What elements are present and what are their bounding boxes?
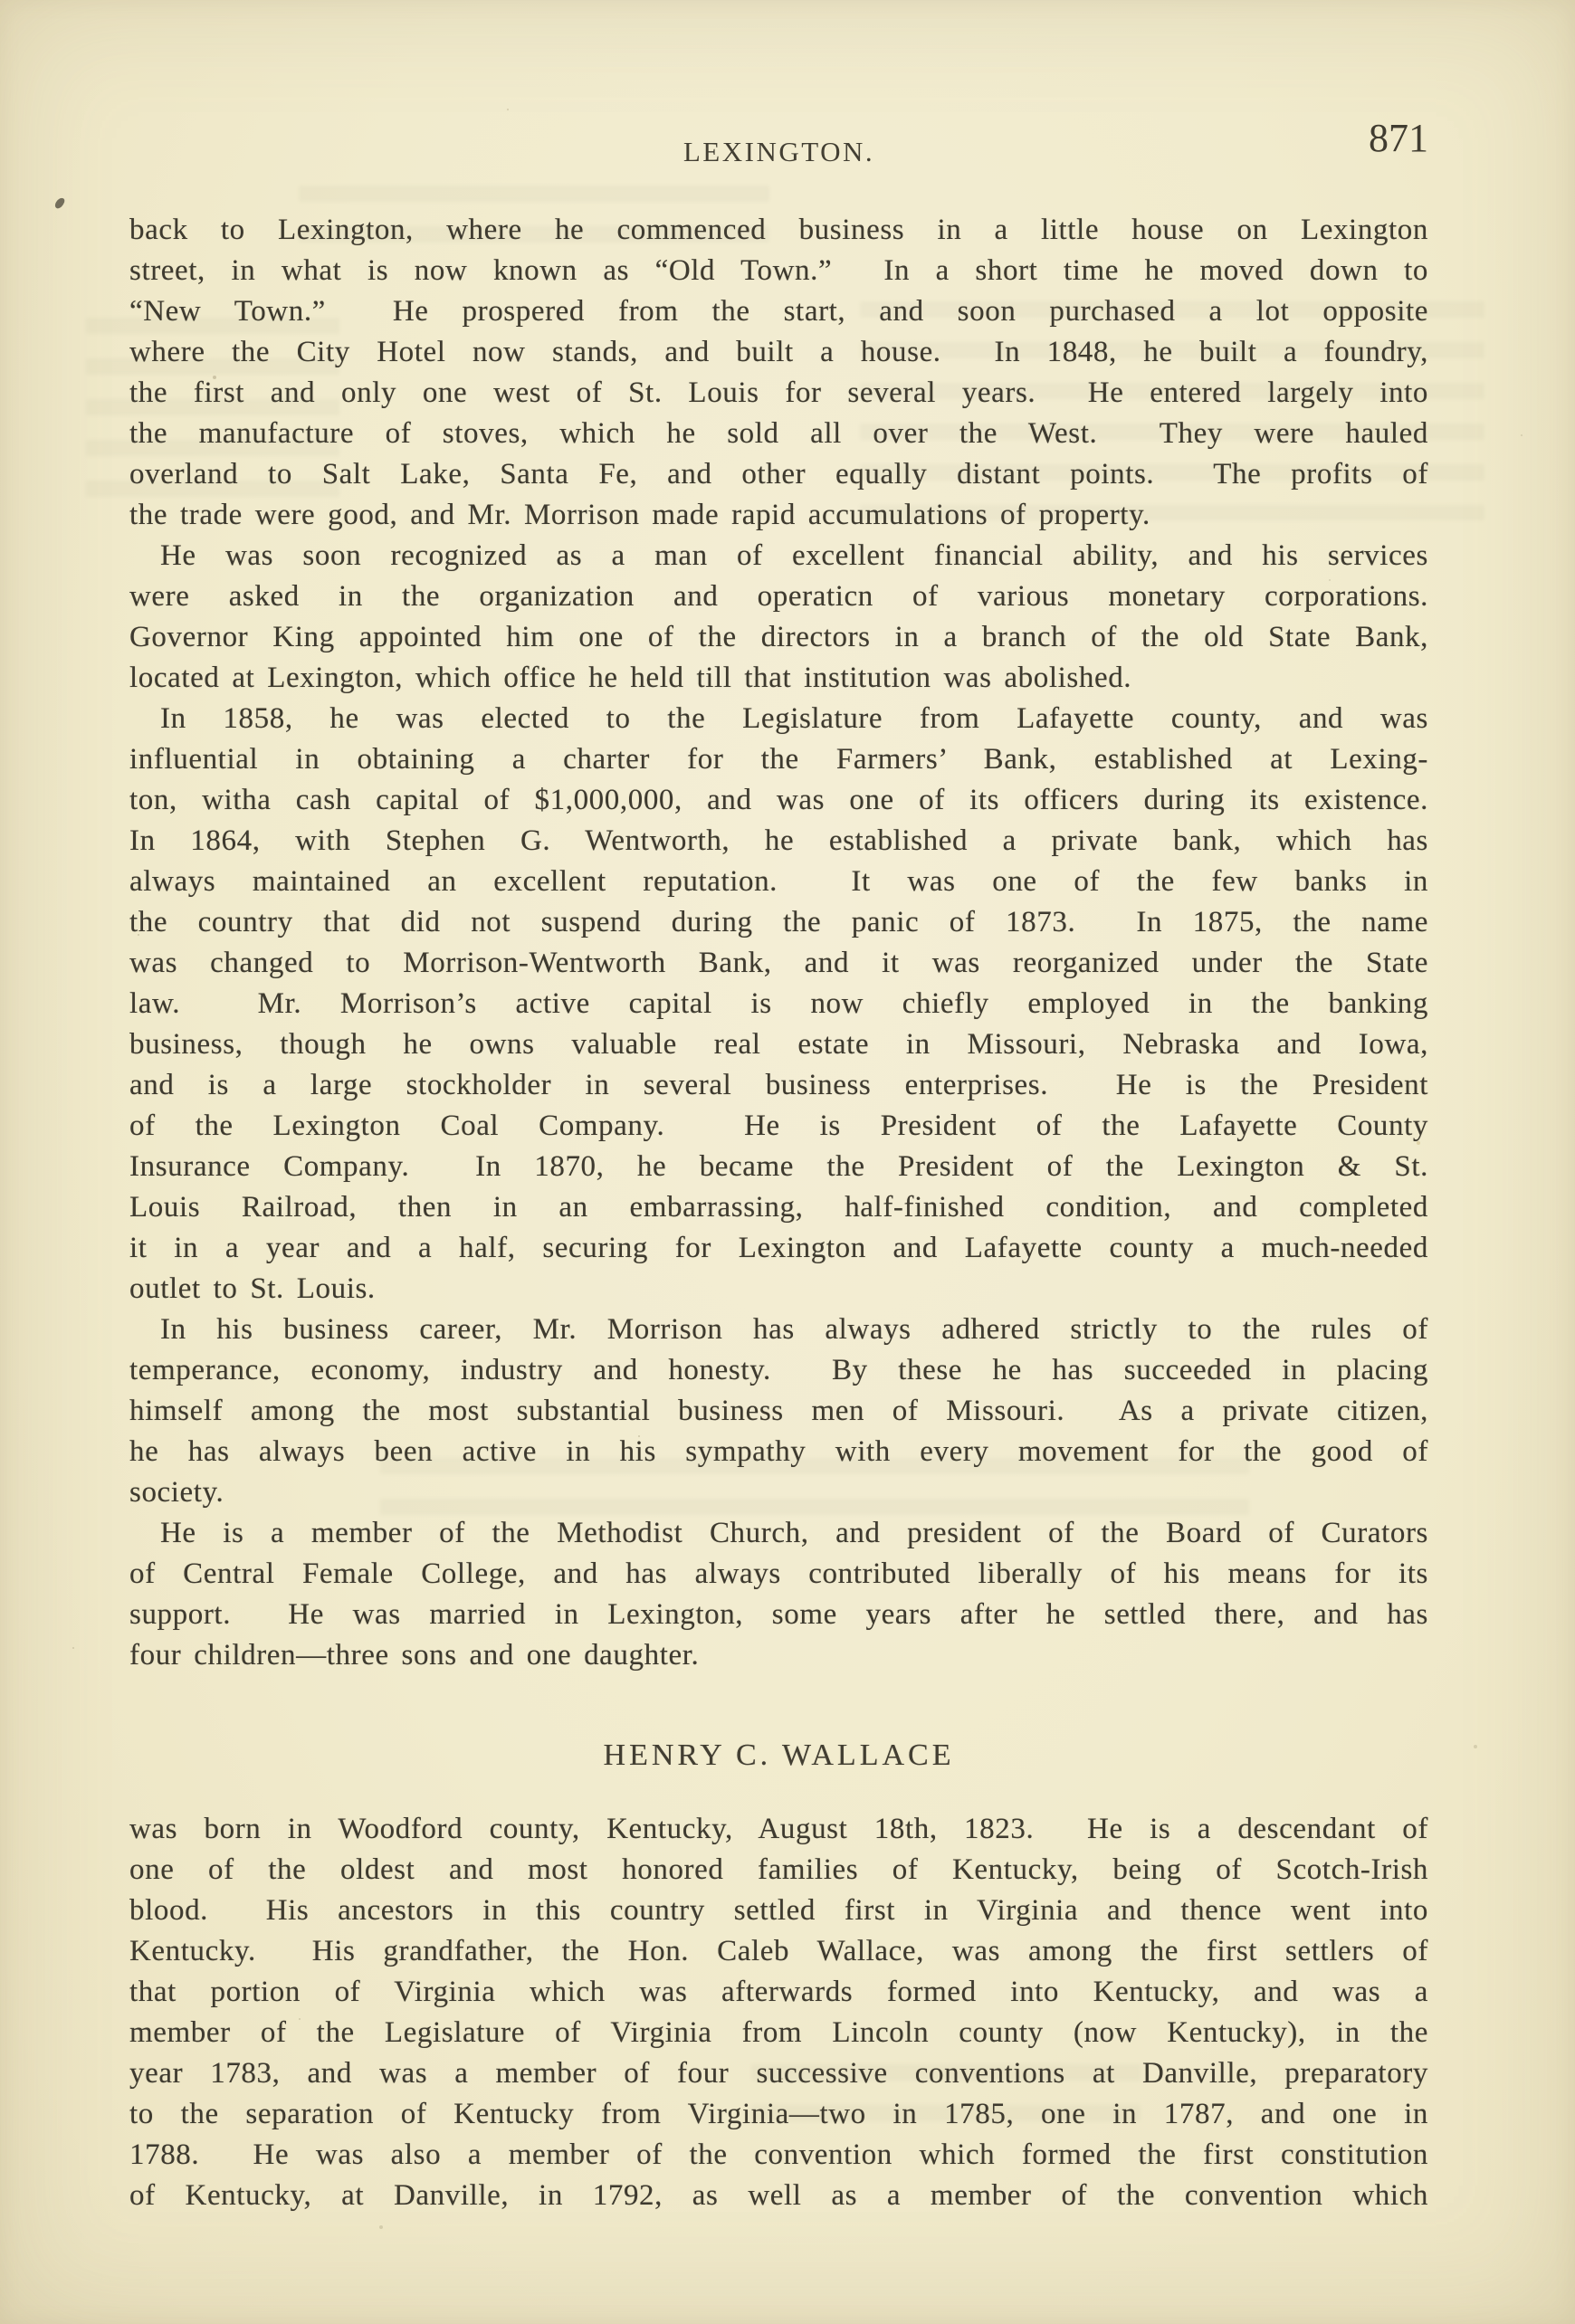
text-line: the manufacture of stoves, which he sold all over the West. They were hauled [129, 417, 1428, 450]
text-line: support. He was married in Lexington, some years after he settled there, and has [129, 1598, 1428, 1631]
text-line: In his business career, Mr. Morrison has always adhered strictly to the rules of [160, 1313, 1428, 1346]
text-line: of Kentucky, at Danville, in 1792, as well as a member of the convention which [129, 2179, 1428, 2212]
text-line: He was soon recognized as a man of excellent financial ability, and his services [160, 539, 1428, 572]
text-line: outlet to St. Louis. [129, 1272, 376, 1305]
text-line: four children—three sons and one daughter. [129, 1639, 700, 1672]
text-line: that portion of Virginia which was afterwards formed into Kentucky, and was a [129, 1976, 1428, 2008]
paper-speckles [0, 0, 2, 2]
text-line: street, in what is now known as “Old Town.” In a short time he moved down to [129, 254, 1428, 287]
text-line: the trade were good, and Mr. Morrison made rapid accumulations of property. [129, 499, 1150, 531]
text-line: was born in Woodford county, Kentucky, August 18th, 1823. He is a descendant of [129, 1813, 1428, 1845]
text-line: ton, witha cash capital of $1,000,000, and was one of its officers during its existence. [129, 784, 1428, 816]
page-number: 871 [1369, 116, 1428, 160]
text-line: law. Mr. Morrison’s active capital is now chiefly employed in the banking [129, 987, 1428, 1020]
text-line: Insurance Company. In 1870, he became the President of the Lexington & St. [129, 1150, 1428, 1183]
text-line: Louis Railroad, then in an embarrassing, half-finished condition, and completed [129, 1191, 1428, 1224]
text-line: member of the Legislature of Virginia from Lincoln county (now Kentucky), in the [129, 2016, 1428, 2049]
text-line: were asked in the organization and operaticn of various monetary corporations. [129, 580, 1428, 613]
text-line: In 1858, he was elected to the Legislature from Lafayette county, and was [160, 702, 1428, 735]
text-line: to the separation of Kentucky from Virginia—two in 1785, one in 1787, and one in [129, 2098, 1428, 2130]
text-line: influential in obtaining a charter for the Farmers’ Bank, established at Lexing- [129, 743, 1428, 776]
text-line: Kentucky. His grandfather, the Hon. Caleb Wallace, was among the first settlers of [129, 1935, 1428, 1967]
text-line: and is a large stockholder in several business enterprises. He is the President [129, 1069, 1428, 1101]
running-header-title: LEXINGTON. [682, 136, 875, 167]
text-line: Governor King appointed him one of the directors in a branch of the old State Bank, [129, 621, 1428, 653]
text-line: In 1864, with Stephen G. Wentworth, he established a private bank, which has [129, 824, 1428, 857]
text-line: business, though he owns valuable real estate in Missouri, Nebraska and Iowa, [129, 1028, 1428, 1061]
text-line: himself among the most substantial business men of Missouri. As a private citizen, [129, 1395, 1428, 1427]
text-line: of the Lexington Coal Company. He is President of the Lafayette County [129, 1110, 1428, 1142]
text-line: was changed to Morrison-Wentworth Bank, and it was reorganized under the State [129, 947, 1428, 979]
text-line: it in a year and a half, securing for Lexington and Lafayette county a much-needed [129, 1232, 1428, 1264]
running-header [129, 118, 1428, 176]
text-line: blood. His ancestors in this country settled first in Virginia and thence went into [129, 1894, 1428, 1927]
text-line: of Central Female College, and has always contributed liberally of his means for its [129, 1557, 1428, 1590]
text-line: one of the oldest and most honored families of Kentucky, being of Scotch-Irish [129, 1853, 1428, 1886]
text-line: 1788. He was also a member of the convention which formed the first constitution [129, 2138, 1428, 2171]
text-line: the country that did not suspend during the panic of 1873. In 1875, the name [129, 906, 1428, 938]
text-line: located at Lexington, which office he held till that institution was abolished. [129, 662, 1132, 694]
text-line: always maintained an excellent reputation. It was one of the few banks in [129, 865, 1428, 898]
text-line: overland to Salt Lake, Santa Fe, and other equally distant points. The profits of [129, 458, 1428, 491]
text-line: “New Town.” He prospered from the start, and soon purchased a lot opposite [129, 295, 1428, 328]
text-line: He is a member of the Methodist Church, and president of the Board of Curators [160, 1517, 1428, 1549]
text-line: society. [129, 1476, 224, 1509]
text-body [129, 210, 1428, 2216]
text-line: he has always been active in his sympathy with every movement for the good of [129, 1435, 1428, 1468]
ink-speck [53, 196, 66, 210]
text-line: back to Lexington, where he commenced business in a little house on Lexington [129, 214, 1428, 246]
text-line: year 1783, and was a member of four successive conventions at Danville, preparatory [129, 2057, 1428, 2090]
text-line: temperance, economy, industry and honesty. By these he has succeeded in placing [129, 1354, 1428, 1386]
section-heading: HENRY C. WALLACE [603, 1738, 955, 1772]
text-line: where the City Hotel now stands, and built a house. In 1848, he built a foundry, [129, 336, 1428, 368]
text-line: the first and only one west of St. Louis for several years. He entered largely into [129, 376, 1428, 409]
